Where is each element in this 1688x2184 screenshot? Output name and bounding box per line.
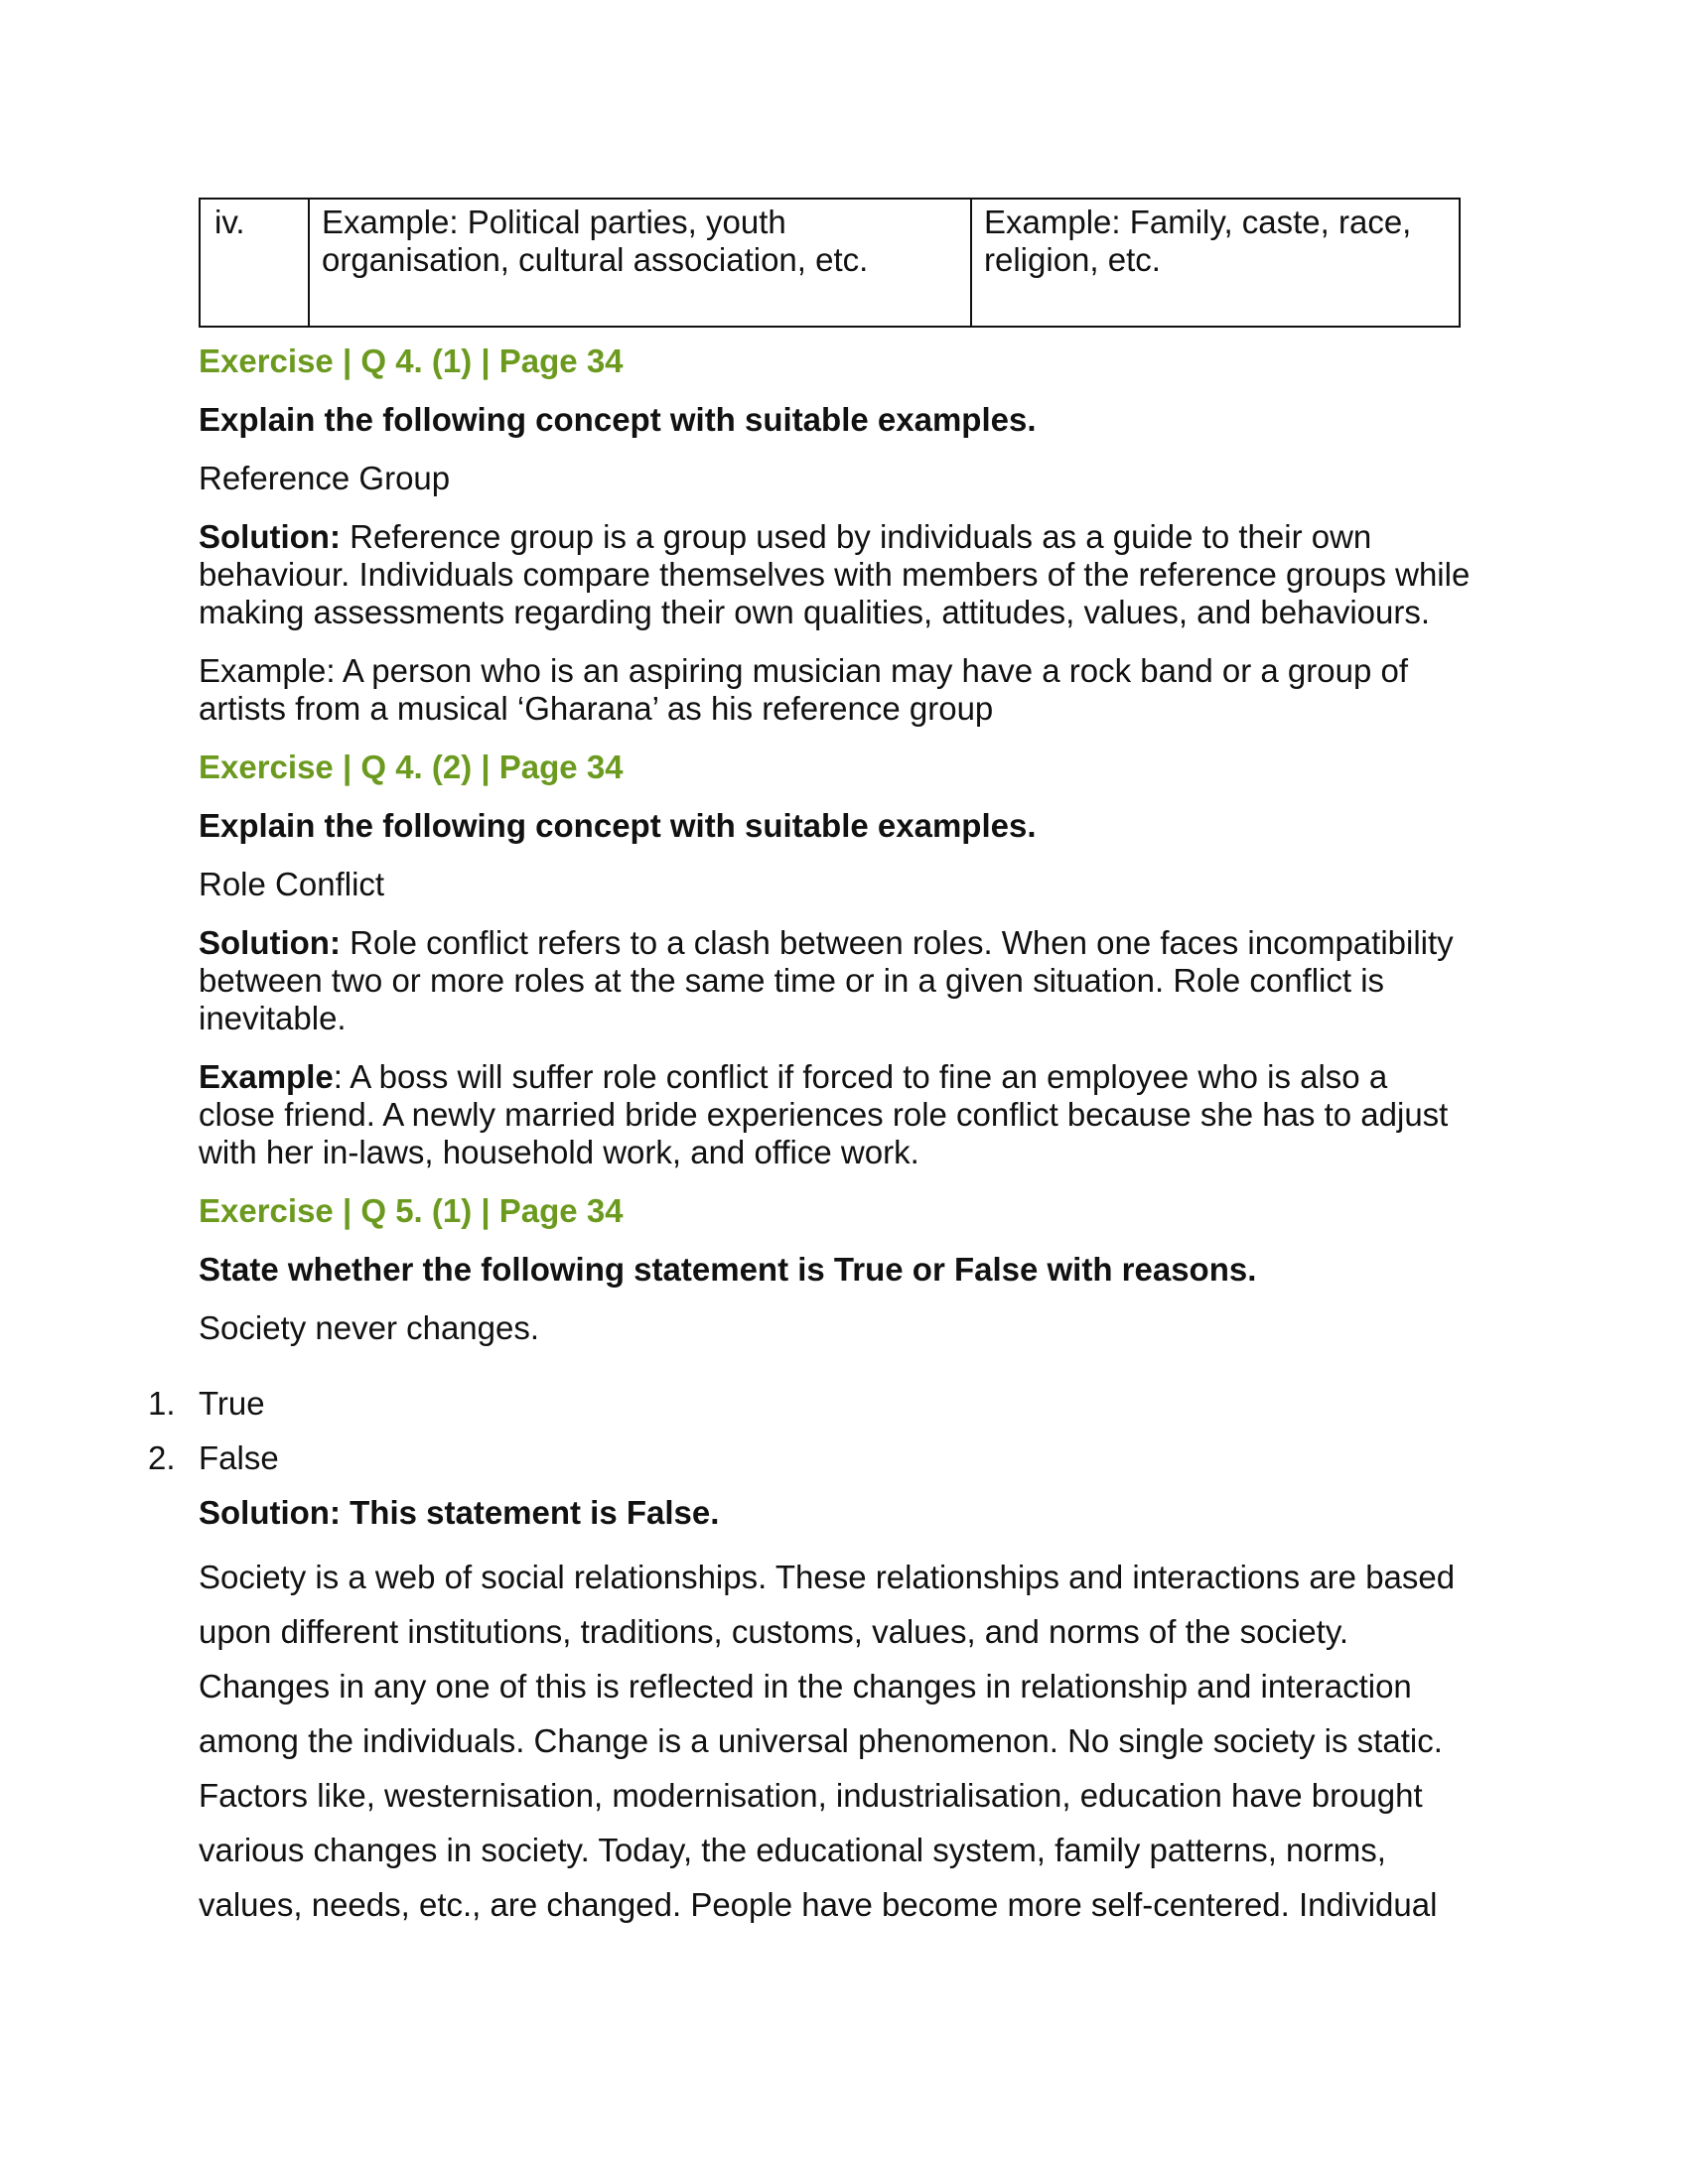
solution-paragraph: Solution: Reference group is a group used by individuals as a guide to their own behaviour. Individuals compare themselves with members of the reference groups while making assessments regarding their own qualities, attitudes, values, and behaviours. [199,518,1471,630]
solution-paragraph: Society is a web of social relationships. These relationships and interactions are based upon different institutions, traditions, customs, values, and norms of the society. Changes in any one of this is reflected in the changes in relationship and interaction among the individuals. Change is a universal phenomenon. No single society is static. Factors like, westernisation, modernisation, industrialisation, education have brought various changes in society. Today, the educational system, family patterns, norms, values, needs, etc., are changed. People have become more self-centered. Individual [199,1559,1456,1923]
option-number: 1. [148,1385,176,1422]
option-false [148,1439,1489,1477]
example-paragraph: Example: A boss will suffer role conflict if forced to fine an employee who is also a close friend. A newly married bride experiences role conflict because she has to adjust with her in-laws, household work, and office work. [199,1058,1449,1170]
document-body [148,342,1489,1932]
question-topic: Role Conflict [199,866,385,902]
exercise-heading-q4-1: Exercise | Q 4. (1) | Page 34 [199,342,624,379]
question-text: Explain the following concept with suitable examples. [199,401,1037,438]
solution-title: Solution: This statement is False. [199,1494,720,1531]
table-cell-formal-group-example: Example: Political parties, youth organisation, cultural association, etc. [309,199,971,327]
comparison-table-continuation [199,198,1461,328]
example-label: Example [199,1058,334,1095]
table-row-label: iv. [200,199,309,327]
question-text: Explain the following concept with suitable examples. [199,807,1037,844]
option-text: True [199,1385,265,1422]
answer-options [148,1385,1489,1477]
option-number: 2. [148,1439,176,1476]
table-row [200,199,1460,327]
option-text: False [199,1439,279,1476]
solution-paragraph: Solution: Role conflict refers to a clash between roles. When one faces incompatibility between two or more roles at the same time or in a given situation. Role conflict is inevitable. [199,924,1454,1036]
exercise-heading-q5-1: Exercise | Q 5. (1) | Page 34 [199,1192,624,1229]
question-topic: Reference Group [199,460,451,496]
solution-label: Solution: [199,924,341,961]
option-true [148,1385,1489,1423]
example-paragraph: Example: A person who is an aspiring musician may have a rock band or a group of artists from a musical ‘Gharana’ as his reference group [199,652,1409,727]
solution-label: Solution: [199,518,341,555]
exercise-heading-q4-2: Exercise | Q 4. (2) | Page 34 [199,749,624,785]
question-text: State whether the following statement is True or False with reasons. [199,1251,1257,1288]
table-cell-informal-group-example: Example: Family, caste, race, religion, etc. [971,199,1460,327]
statement-text: Society never changes. [199,1309,540,1346]
